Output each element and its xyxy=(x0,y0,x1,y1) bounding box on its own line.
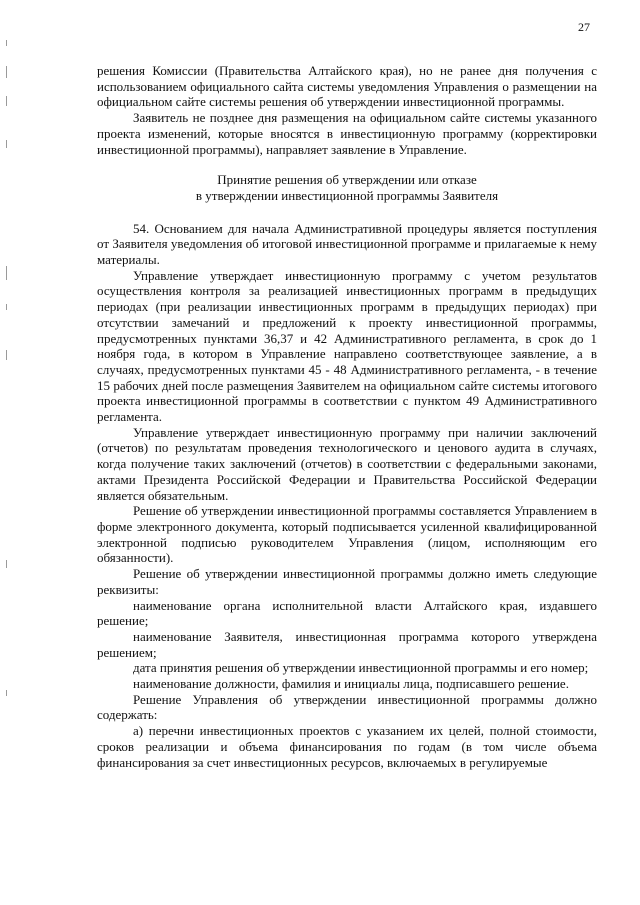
paragraph: Управление утверждает инвестиционную программу при наличии заключений (отчетов) по результатам проведения технологического и ценового аудита в случаях, когда получение таких заключений (отчетов) в соответствии с федеральными законами, актами Президента Российской Федерации и Правительства Российской Федерации является обязательным. xyxy=(97,424,597,503)
paragraph: наименование должности, фамилия и инициалы лица, подписавшего решение. xyxy=(133,676,569,692)
paragraph: 54. Основанием для начала Административной процедуры является поступления от Заявителя уведомления об итоговой инвестиционной программе и прилагаемые к нему материалы. xyxy=(97,220,597,268)
document-body xyxy=(97,63,597,770)
paragraph: решения Комиссии (Правительства Алтайского края), но не ранее дня получения с использованием официального сайта системы уведомления Управления о размещении на официальном сайте системы решения об утверждении инвестиционной программы. xyxy=(97,63,597,110)
scan-edge-marks xyxy=(4,0,12,905)
paragraph: Решение об утверждении инвестиционной программы составляется Управлением в форме электронного документа, который подписывается усиленной квалифицированной электронной подписью руководителем Управления (лицом, исполняющим его обязанности). xyxy=(97,503,597,566)
section-heading-line: Принятие решения об утверждении или отказе xyxy=(217,172,477,188)
paragraph: Решение Управления об утверждении инвестиционной программы должно содержать: xyxy=(97,691,597,723)
paragraph: наименование органа исполнительной власти Алтайского края, издавшего решение; xyxy=(97,597,597,629)
paragraph: Заявитель не позднее дня размещения на официальном сайте системы указанного проекта изменений, которые вносятся в инвестиционную программу (корректировки инвестиционной программы), направляет заявление в Управление. xyxy=(97,110,597,157)
page-number: 27 xyxy=(578,20,590,34)
paragraph: Решение об утверждении инвестиционной программы должно иметь следующие реквизиты: xyxy=(97,566,597,597)
paragraph: дата принятия решения об утверждении инвестиционной программы и его номер; xyxy=(133,660,589,676)
section-heading xyxy=(97,172,597,203)
paragraph: наименование Заявителя, инвестиционная программа которого утверждена решением; xyxy=(97,628,597,660)
paragraph: Управление утверждает инвестиционную программу с учетом результатов осуществления контроля за реализацией инвестиционных программ в предыдущих периодах (при реализации инвестиционных программ в предыдущих периодах) при отсутствии замечаний и предложений к проекту инвестиционной программы, предусмотренных пунктами 36,37 и 42 Административного регламента, в срок до 1 ноября года, в котором в Управление направлено соответствующее заявление, а в случаях, предусмотренных пунктами 45 - 48 Административного регламента, - в течение 15 рабочих дней после размещения Заявителем на официальном сайте системы итогового проекта инвестиционной программы в соответствии с пунктом 49 Административного регламента. xyxy=(97,267,597,425)
paragraph: а) перечни инвестиционных проектов с указанием их целей, полной стоимости, сроков реализации и объема финансирования по годам (в том числе объема финансирования за счет инвестиционных ресурсов, включаемых в регулируемые xyxy=(97,723,597,770)
section-heading-line: в утверждении инвестиционной программы Заявителя xyxy=(195,187,499,203)
